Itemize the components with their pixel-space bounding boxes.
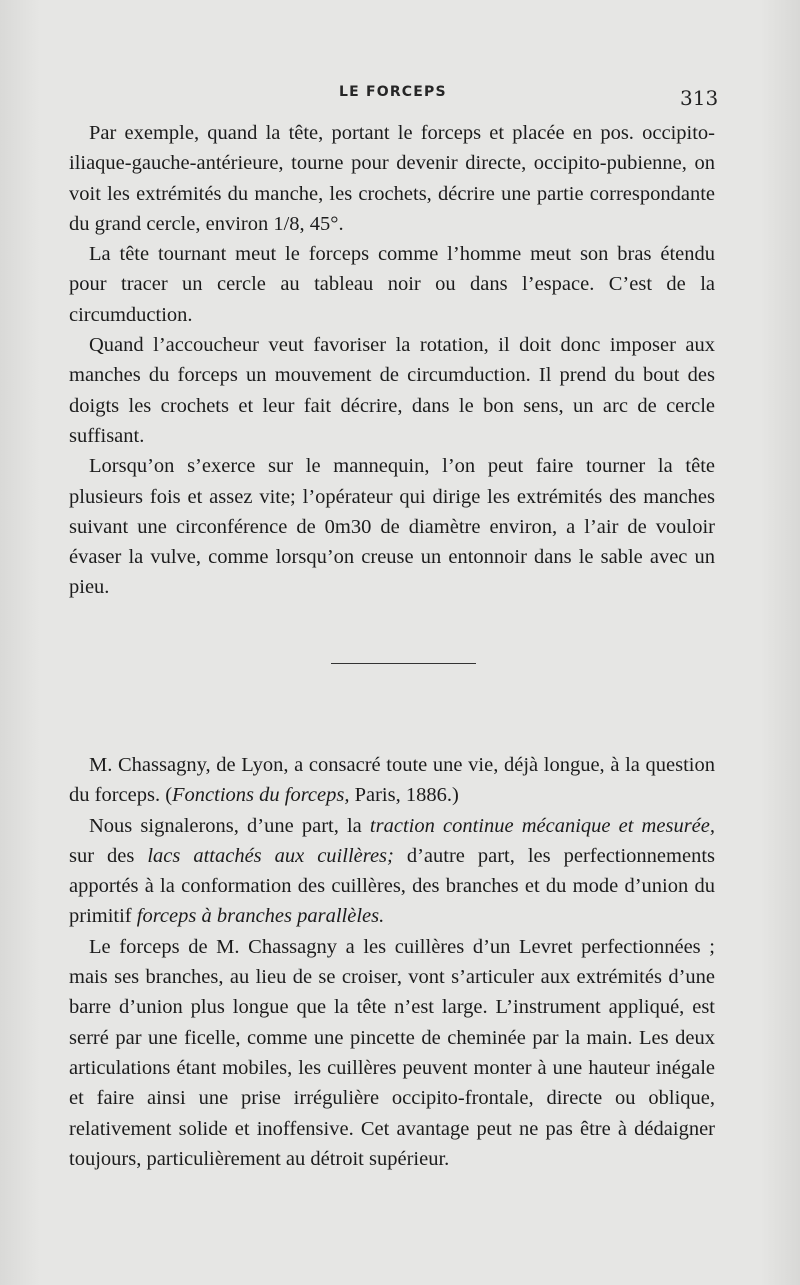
text-run: d’autre part, les perfectionnements apportés à la conformation des cuillères, des branches et du mode d’union du primitif <box>69 844 716 928</box>
italic-title: Fonctions du forceps, <box>172 784 350 807</box>
page-header <box>0 84 800 114</box>
italic-phrase: lacs attachés aux cuillères; <box>147 844 394 867</box>
text-section-chassagny <box>69 750 715 1174</box>
paragraph-example: Par exemple, quand la tête, portant le forceps et placée en pos. occipito-iliaque-gauche-antérieure, tourne pour devenir directe, occipito-pubienne, on voit les extrémités du manche, les crochets, décrire une partie correspondante du grand cercle, environ 1/8, 45°. <box>69 122 715 235</box>
paragraph-accoucheur: Quand l’accoucheur veut favoriser la rotation, il doit donc imposer aux manches du forceps un mouvement de circumduction. Il prend du bout des doigts les crochets et leur fait décrire, dans le bon sens, un arc de cercle suffisant. <box>69 334 715 447</box>
text-run: sur des <box>69 844 148 867</box>
text-run: Paris, 1886.) <box>349 784 459 807</box>
text-section-rotation <box>69 118 715 603</box>
paragraph-circumduction: La tête tournant meut le forceps comme l’homme meut son bras étendu pour tracer un cercle au tableau noir ou dans l’espace. C’est de la circumduction. <box>69 243 715 326</box>
running-title: LE FORCEPS <box>339 84 447 100</box>
paragraph-signalerons <box>69 811 715 932</box>
italic-phrase: forceps à branches parallèles. <box>136 905 385 928</box>
paragraph-chassagny-forceps: Le forceps de M. Chassagny a les cuillères d’un Levret perfectionnées ; mais ses branches, au lieu de se croiser, vont s’articuler aux extrémités d’une barre d’union plus longue que la tête n’est large. L’instrument appliqué, est serré par une ficelle, comme une pincette de cheminée par la main. Les deux articulations étant mobiles, les cuillères peuvent monter à une hauteur inégale et faire ainsi une prise irrégulière occipito-frontale, directe ou oblique, relativement solide et inoffensive. Cet avantage peut ne pas être à dédaigner toujours, particulièrement au détroit supérieur. <box>69 935 715 1170</box>
section-divider <box>331 663 476 664</box>
italic-phrase: traction continue mécanique et mesurée, <box>369 814 715 837</box>
text-run: Nous signalerons, d’une part, la <box>89 814 370 837</box>
page-number: 313 <box>680 86 719 110</box>
paragraph-mannequin: Lorsqu’on s’exerce sur le mannequin, l’on peut faire tourner la tête plusieurs fois et assez vite; l’opérateur qui dirige les extrémités des manches suivant une circonférence de 0m30 de diamètre environ, a l’air de vouloir évaser la vulve, comme lorsqu’on creuse un entonnoir dans le sable avec un pieu. <box>69 455 715 599</box>
paragraph-chassagny-intro <box>69 750 715 811</box>
text-run: M. Chassagny, de Lyon, a consacré toute une vie, déjà longue, à la question du forceps. ( <box>69 754 715 807</box>
